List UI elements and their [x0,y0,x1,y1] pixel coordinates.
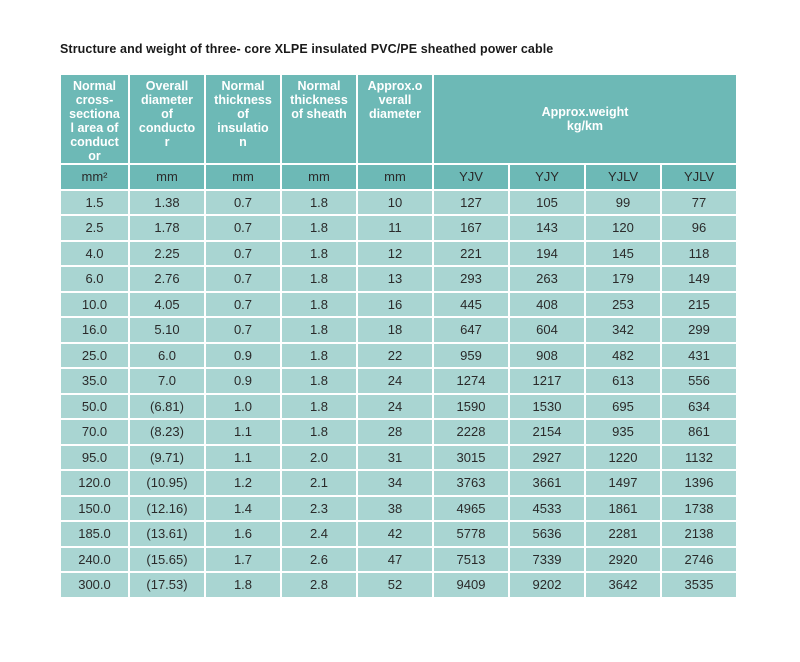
table-cell: 445 [434,293,508,317]
table-row [61,369,736,393]
table-row [61,446,736,470]
table-cell: 3661 [510,471,584,495]
table-cell: 24 [358,395,432,419]
table-cell: 0.9 [206,344,280,368]
table-cell: 4.0 [61,242,128,266]
table-cell: 2.76 [130,267,204,291]
table-cell: 0.7 [206,242,280,266]
table-cell: 2746 [662,548,736,572]
header-line: diameter [140,93,194,107]
table-cell: 1497 [586,471,660,495]
table-row [61,420,736,444]
header-line: Approx.weight [541,105,629,119]
unit-cell: YJY [510,165,584,189]
table-cell: 1861 [586,497,660,521]
table-cell: 1396 [662,471,736,495]
table-cell: 25.0 [61,344,128,368]
table-cell: 647 [434,318,508,342]
table-cell: 1738 [662,497,736,521]
table-cell: 221 [434,242,508,266]
table-cell: 7513 [434,548,508,572]
table-cell: 38 [358,497,432,521]
table-cell: 1.8 [282,216,356,240]
table-cell: 1.4 [206,497,280,521]
header-line: Normal [297,79,341,93]
table-cell: 7339 [510,548,584,572]
table-cell: 145 [586,242,660,266]
header-line: r [164,135,170,149]
table-row [61,242,736,266]
units-row [61,165,736,189]
header-line: diameter [368,107,422,121]
table-cell: 179 [586,267,660,291]
unit-cell: mm [358,165,432,189]
unit-cell: mm [130,165,204,189]
table-cell: 2.3 [282,497,356,521]
table-cell: 1.8 [282,369,356,393]
table-cell: 2.1 [282,471,356,495]
table-cell: 3763 [434,471,508,495]
table-cell: 35.0 [61,369,128,393]
table-cell: 293 [434,267,508,291]
table-cell: 42 [358,522,432,546]
table-cell: 47 [358,548,432,572]
table-row [61,318,736,342]
table-cell: 634 [662,395,736,419]
table-cell: 10.0 [61,293,128,317]
header-line: thickness [214,93,272,107]
table-cell: 77 [662,191,736,215]
table-cell: 9409 [434,573,508,597]
header-cross-section [61,75,128,163]
table-cell: (15.65) [130,548,204,572]
header-line: conducto [138,121,196,135]
table-title: Structure and weight of three- core XLPE insulated PVC/PE sheathed power cable [60,42,554,56]
table-cell: 1.7 [206,548,280,572]
table-cell: 1.8 [206,573,280,597]
header-line: sectiona [69,107,120,121]
table-row [61,191,736,215]
table-cell: (6.81) [130,395,204,419]
cable-data-table [59,73,738,599]
table-row [61,293,736,317]
table-cell: 2927 [510,446,584,470]
table-cell: 240.0 [61,548,128,572]
table-cell: 1.8 [282,191,356,215]
table-cell: 1590 [434,395,508,419]
table-cell: 12 [358,242,432,266]
table-cell: 1274 [434,369,508,393]
table-cell: 2.5 [61,216,128,240]
table-cell: 1.1 [206,420,280,444]
table-cell: 2.0 [282,446,356,470]
table-cell: 185.0 [61,522,128,546]
table-cell: 556 [662,369,736,393]
table-cell: 1132 [662,446,736,470]
table-cell: 408 [510,293,584,317]
table-row [61,573,736,597]
table-row [61,395,736,419]
table-cell: 4533 [510,497,584,521]
table-cell: 150.0 [61,497,128,521]
table-cell: 0.9 [206,369,280,393]
table-cell: 1217 [510,369,584,393]
table-cell: 5636 [510,522,584,546]
table-cell: 127 [434,191,508,215]
table-cell: 11 [358,216,432,240]
table-cell: 4.05 [130,293,204,317]
table-cell: 105 [510,191,584,215]
table-cell: 2920 [586,548,660,572]
table-cell: 1.8 [282,267,356,291]
table-cell: 1.78 [130,216,204,240]
table-cell: 2228 [434,420,508,444]
table-cell: 1220 [586,446,660,470]
table-cell: 300.0 [61,573,128,597]
table-row [61,216,736,240]
table-cell: 935 [586,420,660,444]
table-cell: 143 [510,216,584,240]
table-row [61,344,736,368]
table-cell: 0.7 [206,191,280,215]
table-cell: 24 [358,369,432,393]
table-cell: 2281 [586,522,660,546]
table-cell: 3535 [662,573,736,597]
unit-cell: YJLV [586,165,660,189]
header-line: Approx.o [367,79,423,93]
table-row [61,497,736,521]
table-cell: 13 [358,267,432,291]
table-cell: 0.7 [206,293,280,317]
header-overall-diameter [358,75,432,163]
table-cell: (13.61) [130,522,204,546]
unit-cell: YJLV [662,165,736,189]
table-cell: 2154 [510,420,584,444]
table-cell: 7.0 [130,369,204,393]
header-sheath-thickness [282,75,356,163]
header-approx-weight [434,75,736,163]
table-cell: 50.0 [61,395,128,419]
table-cell: 1530 [510,395,584,419]
table-cell: 0.7 [206,318,280,342]
table-cell: 6.0 [130,344,204,368]
header-line: insulatio [217,121,269,135]
table-cell: 18 [358,318,432,342]
table-cell: 342 [586,318,660,342]
table-cell: 9202 [510,573,584,597]
unit-cell: YJV [434,165,508,189]
table-cell: 1.0 [206,395,280,419]
table-cell: (8.23) [130,420,204,444]
table-cell: 1.8 [282,242,356,266]
table-cell: 1.6 [206,522,280,546]
table-cell: (9.71) [130,446,204,470]
header-row [61,75,736,163]
table-cell: 215 [662,293,736,317]
table-cell: 861 [662,420,736,444]
header-line: kg/km [566,119,604,133]
unit-cell: mm [206,165,280,189]
header-line: n [239,135,247,149]
header-line: of sheath [291,107,347,121]
table-cell: (12.16) [130,497,204,521]
table-cell: 1.8 [282,395,356,419]
table-cell: 3642 [586,573,660,597]
unit-cell: mm² [61,165,128,189]
table-cell: 99 [586,191,660,215]
table-cell: 0.7 [206,267,280,291]
table-cell: 95.0 [61,446,128,470]
table-cell: 28 [358,420,432,444]
unit-cell: mm [282,165,356,189]
table-cell: 1.5 [61,191,128,215]
table-cell: (17.53) [130,573,204,597]
table-cell: 1.2 [206,471,280,495]
table-cell: 2.25 [130,242,204,266]
header-line: of [161,107,173,121]
table-cell: 1.8 [282,420,356,444]
table-cell: 2.6 [282,548,356,572]
header-line: Normal [72,79,117,93]
table-cell: 22 [358,344,432,368]
table-cell: (10.95) [130,471,204,495]
table-cell: 482 [586,344,660,368]
table-cell: 1.1 [206,446,280,470]
table-cell: 959 [434,344,508,368]
table-cell: 4965 [434,497,508,521]
table-cell: 613 [586,369,660,393]
header-line: of [237,107,249,121]
header-line: conduct [70,135,119,149]
table-cell: 2138 [662,522,736,546]
table-cell: 5778 [434,522,508,546]
table-cell: 2.4 [282,522,356,546]
table-cell: 167 [434,216,508,240]
header-line: thickness [290,93,348,107]
header-line: Overall [145,79,189,93]
table-cell: 118 [662,242,736,266]
table-cell: 695 [586,395,660,419]
table-cell: 149 [662,267,736,291]
table-cell: 3015 [434,446,508,470]
table-cell: 5.10 [130,318,204,342]
header-conductor-diameter [130,75,204,163]
table-cell: 1.8 [282,318,356,342]
table-cell: 1.8 [282,344,356,368]
table-cell: 52 [358,573,432,597]
table-cell: 2.8 [282,573,356,597]
table-cell: 70.0 [61,420,128,444]
table-cell: 120 [586,216,660,240]
table-cell: 120.0 [61,471,128,495]
table-cell: 299 [662,318,736,342]
table-cell: 604 [510,318,584,342]
table-cell: 16 [358,293,432,317]
table-cell: 1.38 [130,191,204,215]
table-row [61,267,736,291]
header-line: l area of [70,121,119,135]
table-cell: 0.7 [206,216,280,240]
table-cell: 263 [510,267,584,291]
header-insulation-thickness [206,75,280,163]
table-cell: 31 [358,446,432,470]
table-cell: 6.0 [61,267,128,291]
table-cell: 96 [662,216,736,240]
header-line: cross- [75,93,114,107]
table-cell: 34 [358,471,432,495]
table-row [61,548,736,572]
header-line: verall [378,93,412,107]
table-cell: 16.0 [61,318,128,342]
table-cell: 194 [510,242,584,266]
table-cell: 908 [510,344,584,368]
table-row [61,522,736,546]
table-cell: 431 [662,344,736,368]
table-cell: 253 [586,293,660,317]
table-row [61,471,736,495]
table-cell: 10 [358,191,432,215]
header-line: Normal [221,79,265,93]
table-cell: 1.8 [282,293,356,317]
header-line: or [88,149,101,163]
